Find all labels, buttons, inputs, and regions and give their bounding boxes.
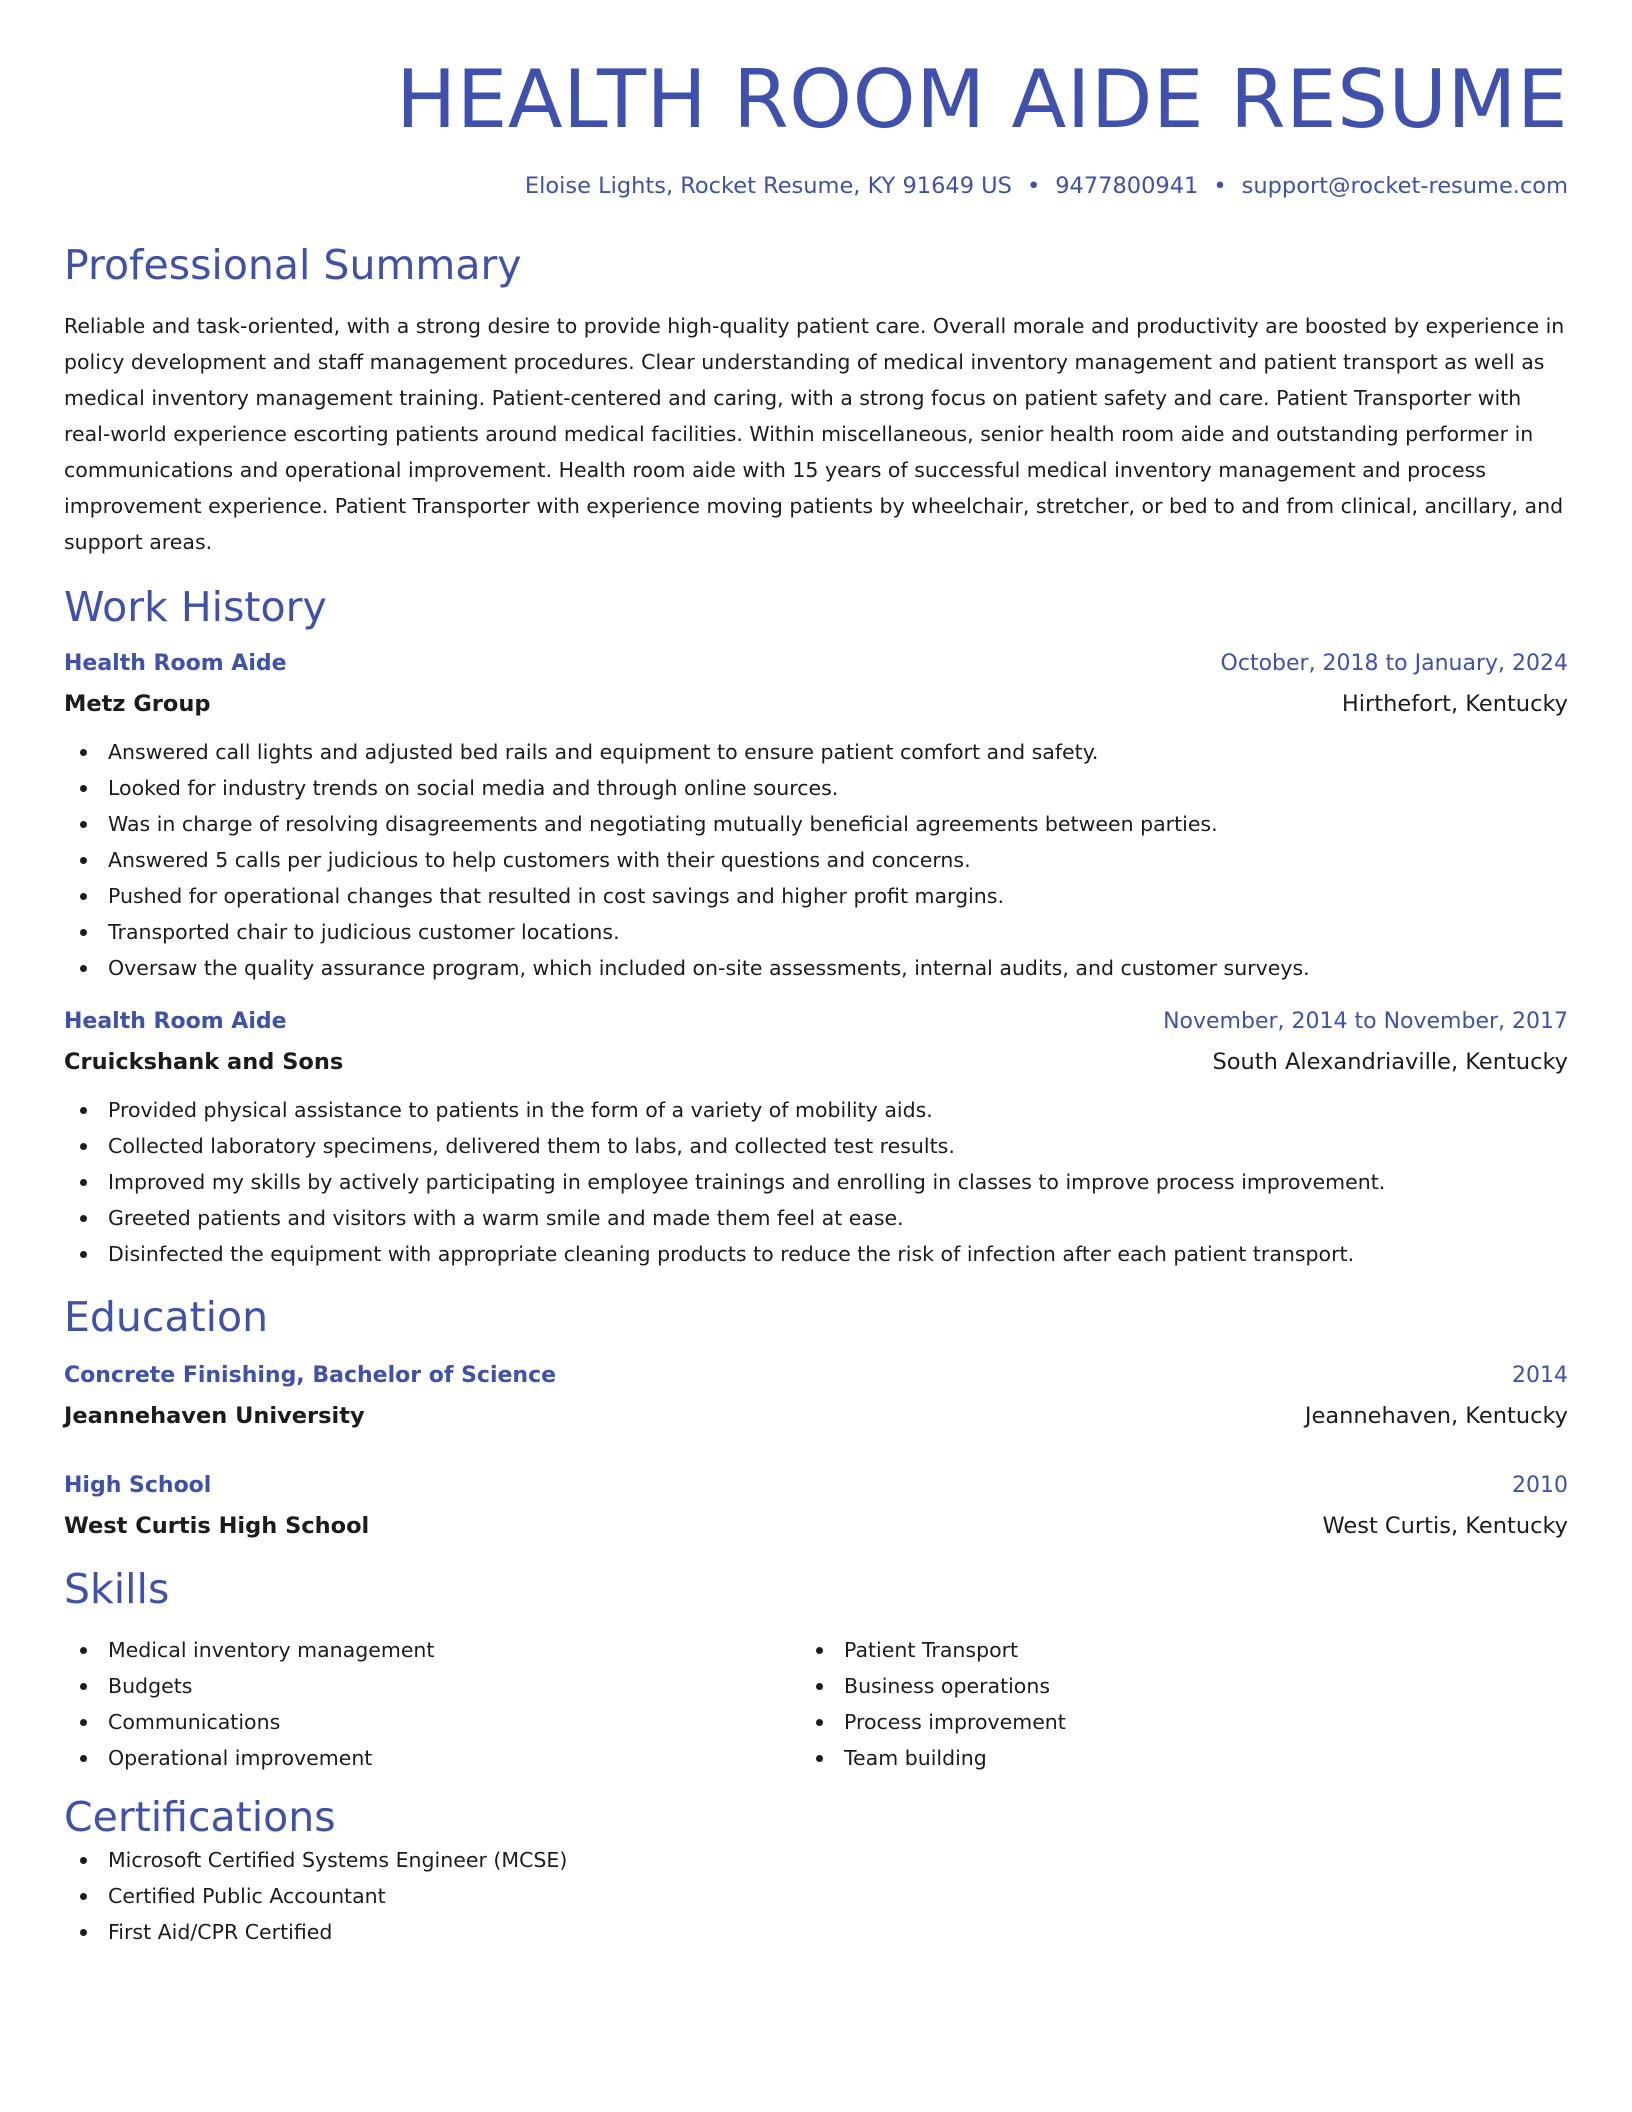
certification-item: Certified Public Accountant: [64, 1878, 1568, 1914]
education-degree: Concrete Finishing, Bachelor of Science: [64, 1363, 557, 1388]
job-entry: [64, 644, 1568, 986]
job-company-row: [64, 684, 1568, 724]
resume-header: [64, 52, 1568, 202]
education-year: 2010: [1512, 1473, 1568, 1498]
skill-item: Process improvement: [800, 1704, 1536, 1740]
certification-item: First Aid/CPR Certified: [64, 1914, 1568, 1950]
skills-heading: Skills: [64, 1565, 170, 1613]
education-degree-row: [64, 1466, 1568, 1506]
contact-separator: •: [1026, 173, 1041, 199]
skill-item: Budgets: [64, 1668, 800, 1704]
contact-separator: •: [1213, 173, 1227, 199]
job-bullet: Oversaw the quality assurance program, which included on-site assessments, internal audits, and customer surveys.: [64, 950, 1568, 986]
skills-column-right: [800, 1632, 1536, 1776]
education-section: [64, 1292, 1568, 1546]
job-title-row: [64, 644, 1568, 684]
skill-item: Operational improvement: [64, 1740, 800, 1776]
certification-item: Microsoft Certified Systems Engineer (MCSE): [64, 1842, 1568, 1878]
job-bullet: Improved my skills by actively participating in employee trainings and enrolling in classes to improve process improvement.: [64, 1164, 1568, 1200]
contact-email[interactable]: support@rocket-resume.com: [1241, 173, 1568, 199]
job-location: Hirthefort, Kentucky: [1341, 691, 1568, 717]
skills-grid: [64, 1632, 1568, 1776]
education-degree: High School: [64, 1473, 212, 1498]
work-history-heading: Work History: [64, 583, 327, 631]
job-company: Metz Group: [64, 691, 211, 717]
job-bullet: Pushed for operational changes that resulted in cost savings and higher profit margins.: [64, 878, 1568, 914]
education-location: Jeannehaven, Kentucky: [1304, 1403, 1568, 1429]
job-bullet: Was in charge of resolving disagreements and negotiating mutually beneficial agreements between parties.: [64, 806, 1568, 842]
job-bullets: [64, 1092, 1568, 1272]
summary-text: Reliable and task-oriented, with a strong desire to provide high-quality patient care. Overall morale and productivity are boosted by experience in policy development and staff management procedures. Clear understanding of medical inventory management and patient transport as well as medical inventory management training. Patient-centered and caring, with a strong focus on patient safety and care. Patient Transporter with real-world experience escorting patients around medical facilities. Within miscellaneous, senior health room aide and outstanding performer in communications and operational improvement. Health room aide with 15 years of successful medical inventory management and process improvement experience. Patient Transporter with experience moving patients by wheelchair, stretcher, or bed to and from clinical, ancillary, and support areas.: [64, 314, 1565, 554]
skill-item: Medical inventory management: [64, 1632, 800, 1668]
certifications-heading: Certifications: [64, 1793, 336, 1841]
education-school-row: [64, 1506, 1568, 1546]
job-bullets: [64, 734, 1568, 986]
job-company: Cruickshank and Sons: [64, 1049, 344, 1075]
work-history-section: [64, 582, 1568, 1272]
skill-item: Patient Transport: [800, 1632, 1536, 1668]
job-company-row: [64, 1042, 1568, 1082]
job-location: South Alexandriaville, Kentucky: [1212, 1049, 1568, 1075]
job-role: Health Room Aide: [64, 1009, 287, 1034]
contact-phone: 9477800941: [1055, 173, 1199, 199]
certifications-section: [64, 1792, 1568, 1950]
skills-column-left: [64, 1632, 800, 1776]
summary-heading: Professional Summary: [64, 241, 522, 289]
job-role: Health Room Aide: [64, 651, 287, 676]
skill-item: Team building: [800, 1740, 1536, 1776]
job-bullet: Looked for industry trends on social media and through online sources.: [64, 770, 1568, 806]
job-title-row: [64, 1002, 1568, 1042]
job-entry: [64, 1002, 1568, 1272]
education-degree-row: [64, 1356, 1568, 1396]
job-bullet: Collected laboratory specimens, delivered them to labs, and collected test results.: [64, 1128, 1568, 1164]
education-entry: [64, 1466, 1568, 1546]
education-school-row: [64, 1396, 1568, 1436]
contact-address: Eloise Lights, Rocket Resume, KY 91649 US: [524, 173, 1012, 199]
job-bullet: Disinfected the equipment with appropriate cleaning products to reduce the risk of infection after each patient transport.: [64, 1236, 1568, 1272]
job-bullet: Transported chair to judicious customer locations.: [64, 914, 1568, 950]
resume-title: HEALTH ROOM AIDE RESUME: [396, 53, 1568, 146]
education-entry: [64, 1356, 1568, 1436]
job-dates: October, 2018 to January, 2024: [1220, 651, 1568, 676]
job-bullet: Greeted patients and visitors with a warm smile and made them feel at ease.: [64, 1200, 1568, 1236]
summary-section: [64, 240, 1568, 560]
skill-item: Communications: [64, 1704, 800, 1740]
education-location: West Curtis, Kentucky: [1322, 1513, 1568, 1539]
education-heading: Education: [64, 1293, 269, 1341]
education-year: 2014: [1512, 1363, 1568, 1388]
job-bullet: Provided physical assistance to patients in the form of a variety of mobility aids.: [64, 1092, 1568, 1128]
contact-line: [64, 170, 1568, 202]
job-dates: November, 2014 to November, 2017: [1163, 1009, 1568, 1034]
certifications-list: [64, 1842, 1568, 1950]
education-school: Jeannehaven University: [64, 1403, 365, 1429]
job-bullet: Answered call lights and adjusted bed rails and equipment to ensure patient comfort and safety.: [64, 734, 1568, 770]
education-school: West Curtis High School: [64, 1513, 370, 1539]
skills-section: [64, 1564, 1568, 1776]
skill-item: Business operations: [800, 1668, 1536, 1704]
job-bullet: Answered 5 calls per judicious to help customers with their questions and concerns.: [64, 842, 1568, 878]
